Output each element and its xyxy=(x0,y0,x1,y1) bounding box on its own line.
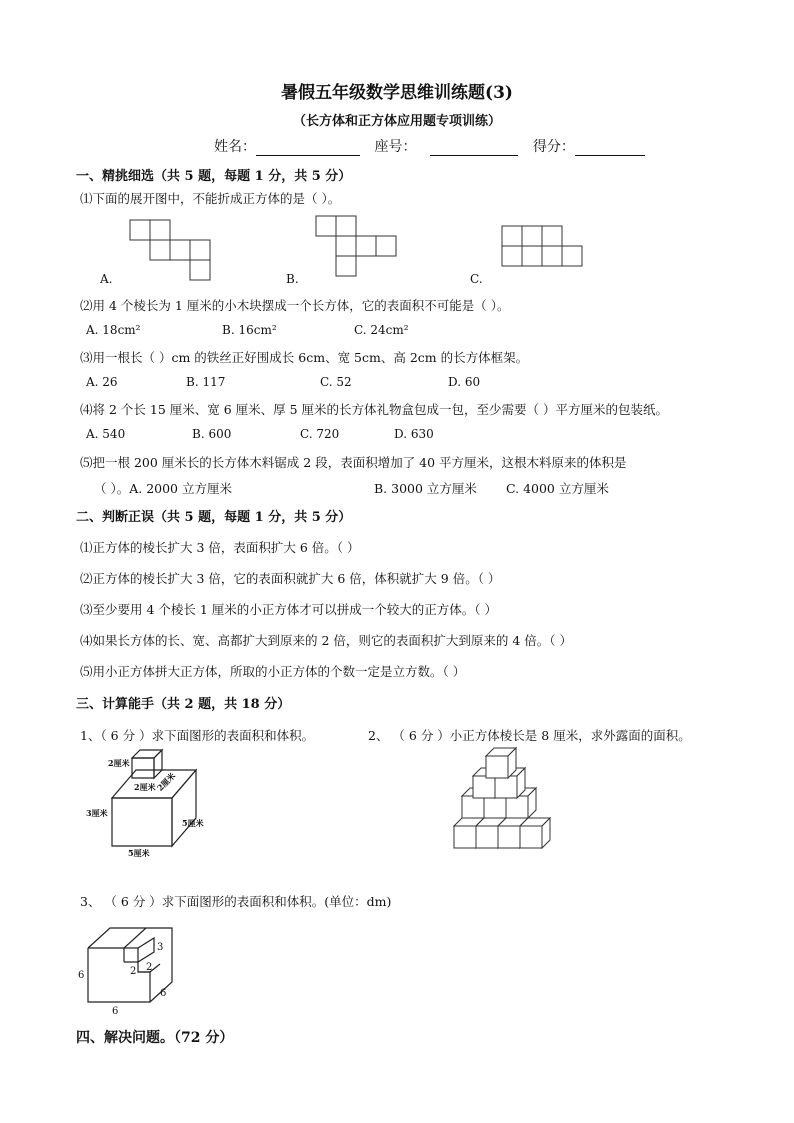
q4-option-b: B. 600 xyxy=(192,427,232,441)
question-1: ⑴下面的展开图中，不能折成正方体的是（ ）。 xyxy=(80,191,341,206)
question-4: ⑷将 2 个长 15 厘米、宽 6 厘米、厚 5 厘米的长方体礼物盒包成一包，至少需要（ ）平方厘米的包装纸。 xyxy=(80,402,669,417)
score-label: 得分： xyxy=(532,139,575,155)
fig3-label-side: 6 xyxy=(160,988,167,999)
q5-option-c: C. 4000 立方厘米 xyxy=(506,481,609,496)
section-judge-heading: 二、判断正误（共 5 题，每题 1 分，共 5 分） xyxy=(76,510,352,525)
name-label: 姓名： xyxy=(214,139,256,155)
q4-option-a: A. 540 xyxy=(86,427,126,441)
fig3-label-notch-w: 2 xyxy=(130,966,137,977)
q3-option-d: D. 60 xyxy=(448,375,481,389)
fig1-label-depth: 5厘米 xyxy=(182,818,204,828)
page-subtitle: （长方体和正方体应用题专项训练） xyxy=(292,114,501,129)
fig1-label-depth-top: 2厘米 xyxy=(154,770,178,793)
calc-problem-1: 1、（ 6 分 ）求下面图形的表面积和体积。 xyxy=(80,728,315,743)
fig1-label-mid: 2厘米 xyxy=(134,782,156,792)
q1-option-a: A. xyxy=(100,272,113,286)
section-choice-heading: 一、精挑细选（共 5 题，每题 1 分，共 5 分） xyxy=(76,169,352,184)
question-3: ⑶用一根长（ ）cm 的铁丝正好围成长 6cm、宽 5cm、高 2cm 的长方体框架。 xyxy=(80,350,529,365)
question-2: ⑵用 4 个棱长为 1 厘米的小木块摆成一个长方体，它的表面积不可能是（ ）。 xyxy=(80,298,510,313)
calc-problem-2: 2、 （ 6 分 ）小正方体棱长是 8 厘米，求外露面的面积。 xyxy=(368,728,691,743)
judge-item-5: ⑸用小正方体拼大正方体，所取的小正方体的个数一定是立方数。（ ） xyxy=(80,664,466,679)
fig1-label-topcube: 2厘米 xyxy=(108,758,130,768)
section-calc-heading: 三、计算能手（共 2 题，共 18 分） xyxy=(76,697,291,712)
q2-option-a: A. 18cm² xyxy=(86,323,141,337)
section-solve-heading: 四、解决问题。（72 分） xyxy=(76,1030,234,1046)
judge-item-2: ⑵正方体的棱长扩大 3 倍，它的表面积就扩大 6 倍，体积就扩大 9 倍。（ ） xyxy=(80,571,501,586)
q1-option-c: C. xyxy=(470,272,483,286)
judge-item-1: ⑴正方体的棱长扩大 3 倍，表面积扩大 6 倍。（ ） xyxy=(80,540,360,555)
q5-option-a: （ ）。A. 2000 立方厘米 xyxy=(94,481,232,496)
question-5: ⑸把一根 200 厘米长的长方体木料锯成 2 段，表面积增加了 40 平方厘米，这根木料原来的体积是 xyxy=(80,455,627,470)
q3-option-a: A. 26 xyxy=(86,375,118,389)
fig3-label-width: 6 xyxy=(112,1006,119,1017)
q5-option-b: B. 3000 立方厘米 xyxy=(374,481,477,496)
q3-option-c: C. 52 xyxy=(320,375,352,389)
fig3-label-notch-h: 3 xyxy=(157,942,164,953)
q2-option-c: C. 24cm² xyxy=(354,323,409,337)
fig1-label-width: 5厘米 xyxy=(128,848,150,858)
q3-option-b: B. 117 xyxy=(186,375,226,389)
fig3-label-notch-d: 2 xyxy=(146,962,153,973)
fig1-label-height: 3厘米 xyxy=(86,808,108,818)
q4-option-d: D. 630 xyxy=(394,427,434,441)
judge-item-4: ⑷如果长方体的长、宽、高都扩大到原来的 2 倍，则它的表面积扩大到原来的 4 倍。（ ） xyxy=(80,633,573,648)
judge-item-3: ⑶至少要用 4 个棱长 1 厘米的小正方体才可以拼成一个较大的正方体。（ ） xyxy=(80,602,498,617)
q2-option-b: B. 16cm² xyxy=(222,323,277,337)
seat-label: 座号： xyxy=(374,139,417,155)
q4-option-c: C. 720 xyxy=(300,427,340,441)
calc-problem-3: 3、 （ 6 分 ）求下面图形的表面积和体积。(单位：dm) xyxy=(80,894,392,909)
q1-option-b: B. xyxy=(286,272,299,286)
page-title: 暑假五年级数学思维训练题(3) xyxy=(281,83,513,103)
fig3-label-height: 6 xyxy=(78,970,85,981)
